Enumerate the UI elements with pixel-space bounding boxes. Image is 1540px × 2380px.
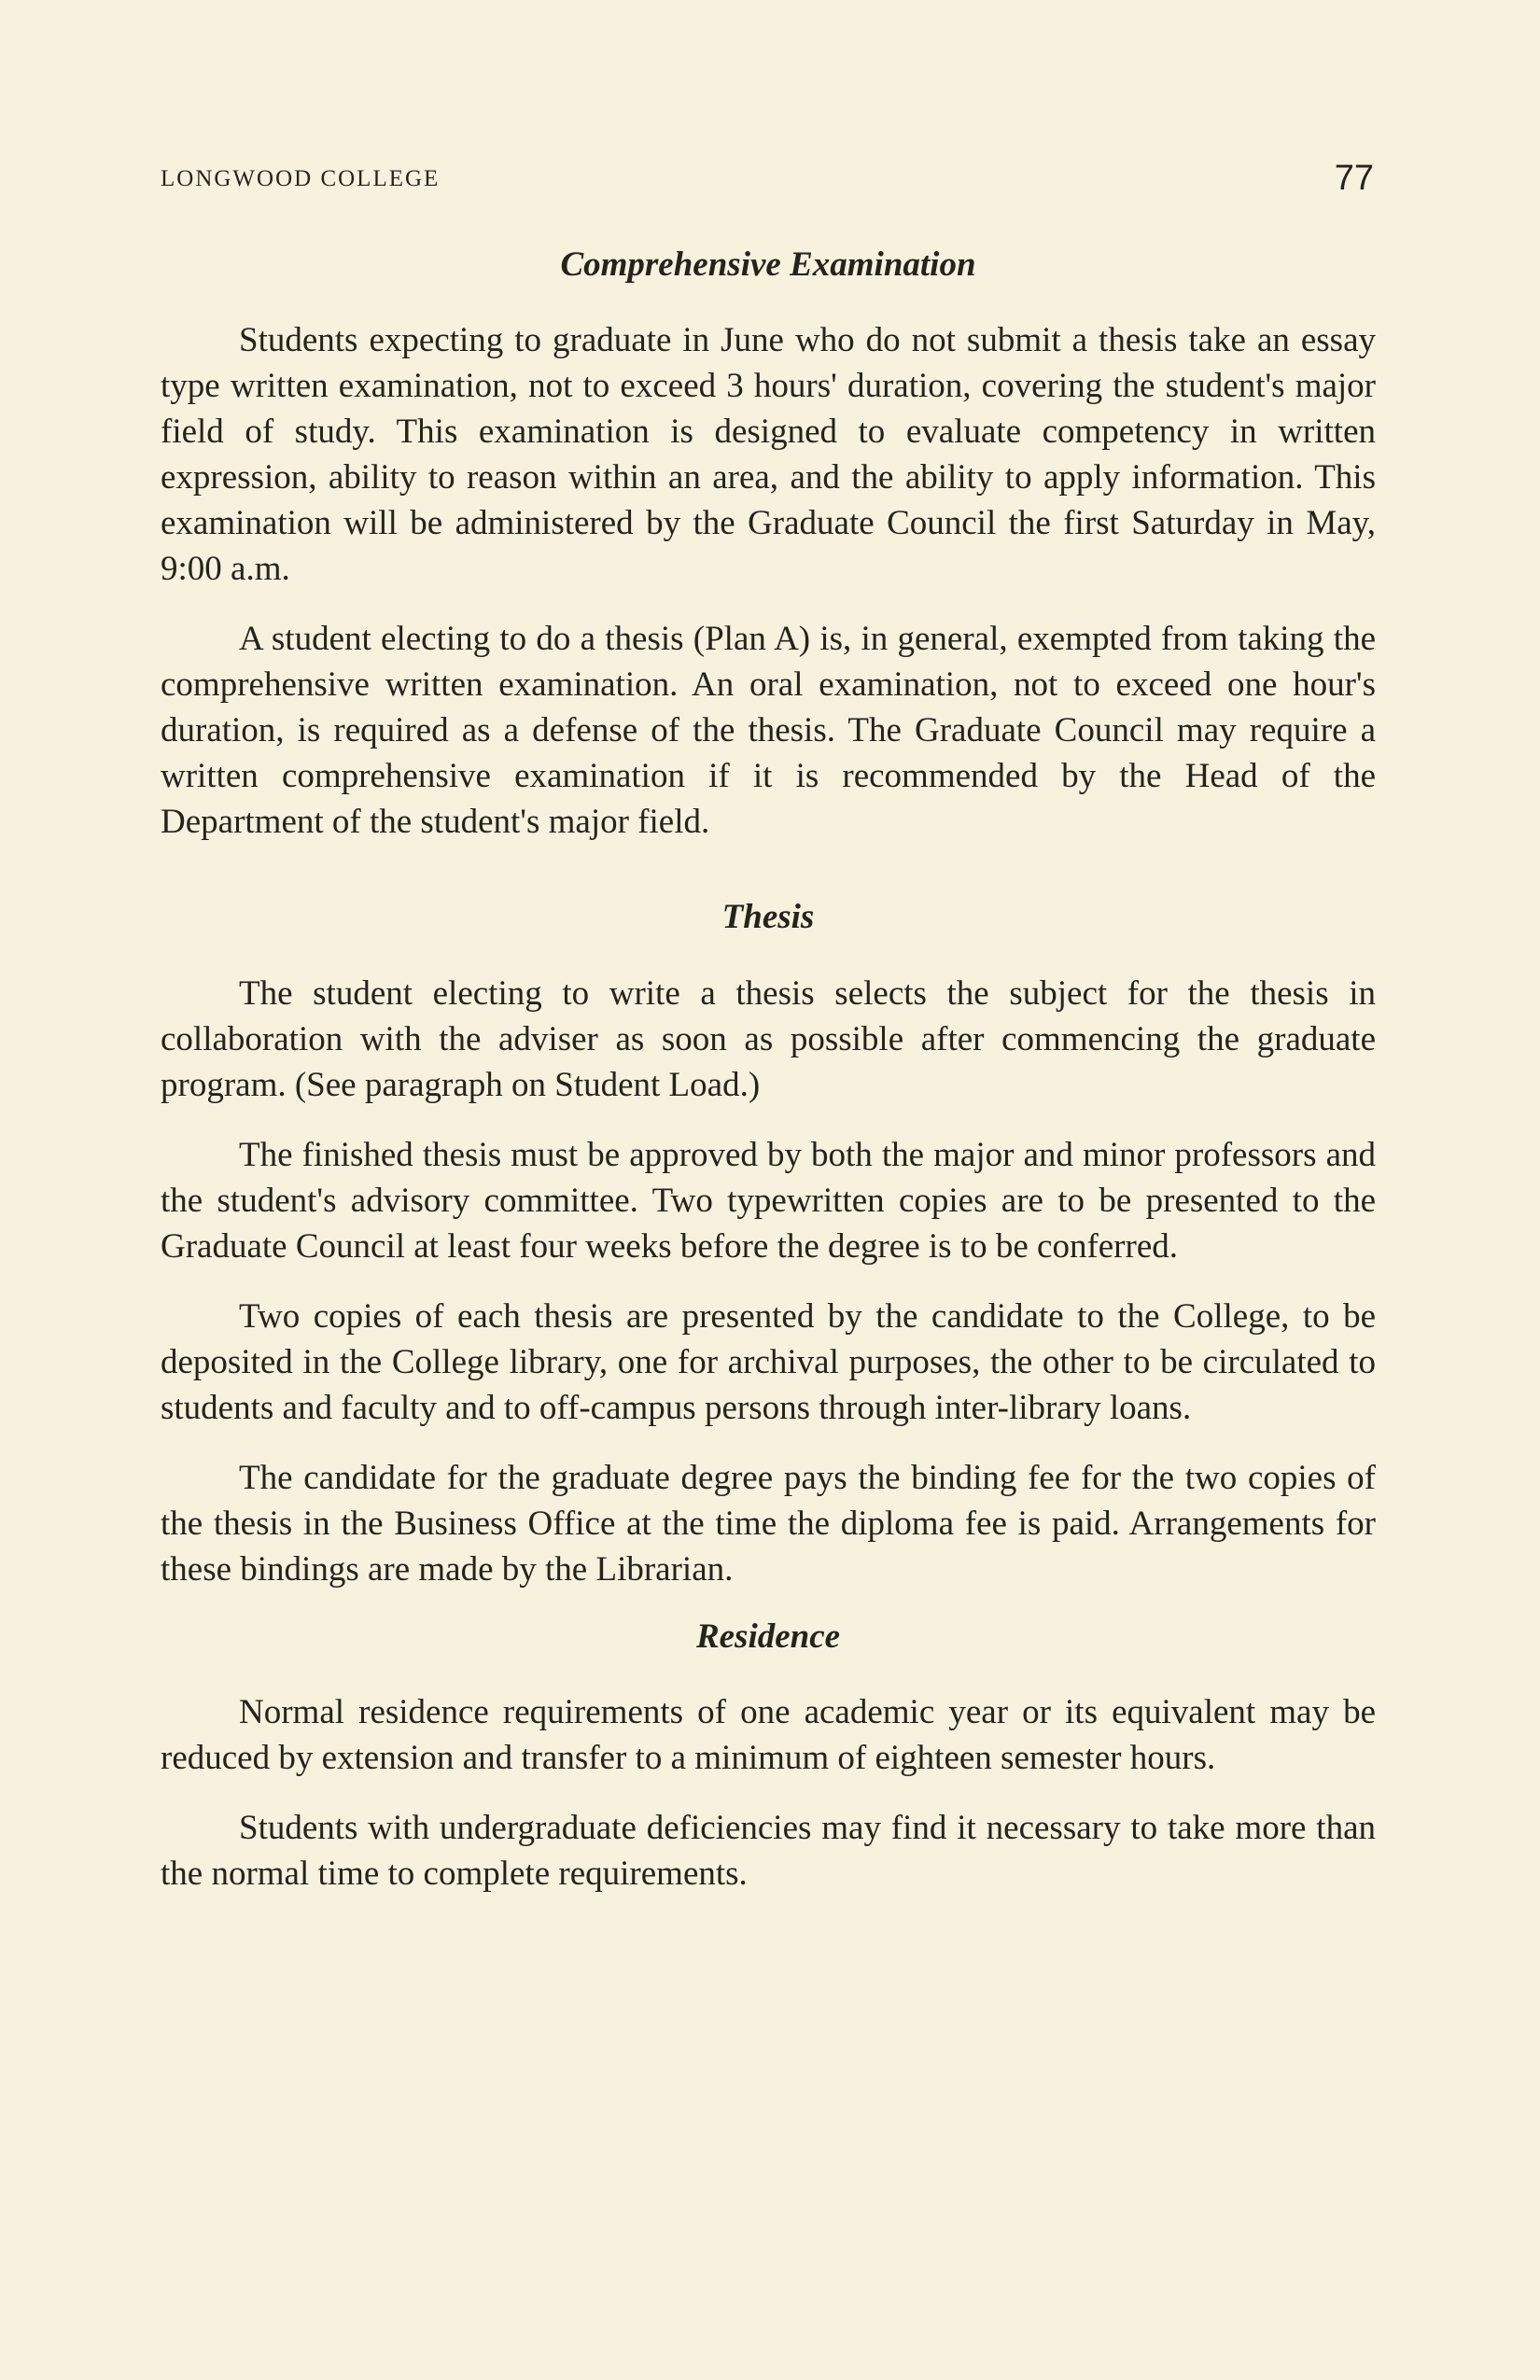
paragraph: Students expecting to graduate in June who do not submit a thesis take an essay type written examination, not to exceed 3 hours' duration, covering the student's major field of study. This examination is designed to evaluate competency in written expression, ability to reason within an area, and the ability to apply information. This examination will be administered by the Graduate Council the first Saturday in May, 9:00 a.m. (161, 321, 1376, 589)
paragraph: The student electing to write a thesis selects the subject for the thesis in collaboration with the adviser as soon as possible after commencing the graduate program. (See paragraph on Student Load.) (161, 973, 1376, 1104)
paragraph: Students with undergraduate deficiencies may find it necessary to take more than the normal time to complete requirements. (161, 1809, 1376, 1894)
page-number: 77 (1334, 159, 1374, 198)
running-head (161, 159, 1374, 196)
paragraph: A student electing to do a thesis (Plan A) is, in general, exempted from taking the comprehensive written examination. An oral examination, not to exceed one hour's duration, is required as a defense of the thesis. The Graduate Council may require a written comprehensive examination if it is recommended by the Head of the Department of the student's major field. (161, 620, 1376, 842)
paragraph: The finished thesis must be approved by both the major and minor professors and the student's advisory committee. Two typewritten copies are to be presented to the Graduate Council at least four weeks before the degree is to be conferred. (161, 1135, 1376, 1266)
paragraph: Normal residence requirements of one academic year or its equivalent may be reduced by extension and transfer to a minimum of eighteen semester hours. (161, 1693, 1376, 1778)
page-content (161, 245, 1376, 1921)
section-heading-thesis: Thesis (721, 898, 815, 937)
section-heading-residence: Residence (695, 1617, 841, 1656)
running-title: LONGWOOD COLLEGE (161, 166, 441, 191)
section-heading-comprehensive-examination: Comprehensive Examination (560, 245, 976, 284)
paragraph: The candidate for the graduate degree pays the binding fee for the two copies of the thesis in the Business Office at the time the diploma fee is paid. Arrangements for these bindings are made by the Librarian. (161, 1458, 1376, 1589)
paragraph: Two copies of each thesis are presented by the candidate to the College, to be deposited in the College library, one for archival purposes, the other to be circulated to students and faculty and to off-campus persons through inter-library loans. (161, 1296, 1376, 1427)
